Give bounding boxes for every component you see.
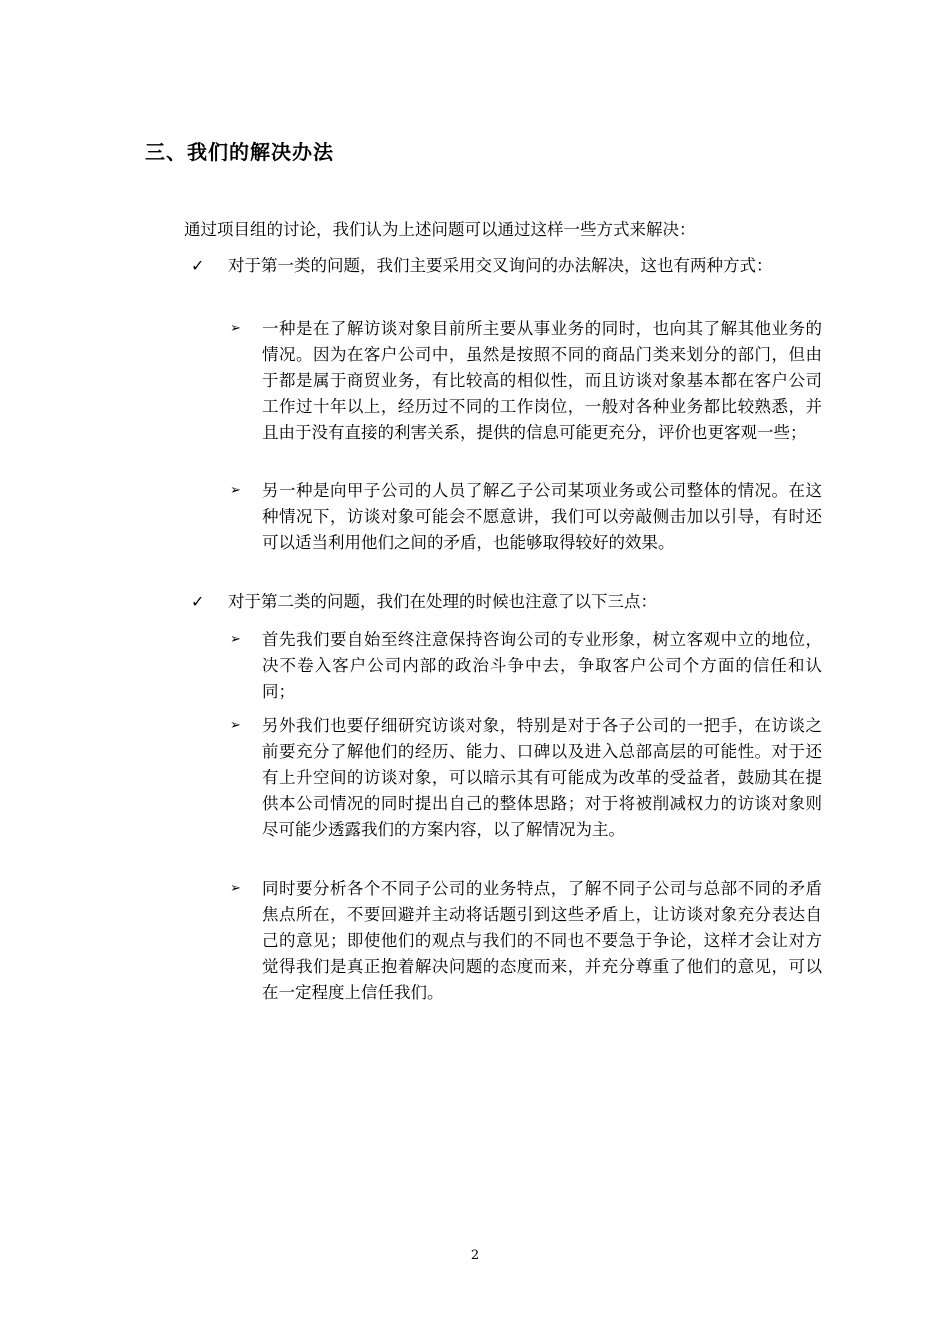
intro-paragraph: 通过项目组的讨论，我们认为上述问题可以通过这样一些方式来解决： bbox=[184, 220, 696, 239]
arrow-bullet-icon: ➢ bbox=[230, 321, 241, 336]
arrow-bullet-icon: ➢ bbox=[230, 718, 241, 733]
list-item-level1: 对于第一类的问题，我们主要采用交叉询问的办法解决，这也有两种方式： bbox=[228, 256, 773, 275]
page-number: 2 bbox=[470, 1248, 480, 1263]
arrow-bullet-icon: ➢ bbox=[230, 632, 241, 647]
list-item-level1: 对于第二类的问题，我们在处理的时候也注意了以下三点： bbox=[228, 592, 657, 611]
list-item-level2: 一种是在了解访谈对象目前所主要从事业务的同时，也向其了解其他业务的情况。因为在客户公司中，虽然是按照不同的商品门类来划分的部门，但由于都是属于商贸业务，有比较高的相似性，而且访谈对象基本都在客户公司工作过十年以上，经历过不同的工作岗位，一般对各种业务都比较熟悉，并且由于没有直接的利害关系，提供的信息可能更充分，评价也更客观一些； bbox=[262, 319, 822, 442]
check-mark-icon: ✓ bbox=[191, 256, 205, 275]
check-mark-icon: ✓ bbox=[191, 592, 205, 611]
list-item-level2: 另一种是向甲子公司的人员了解乙子公司某项业务或公司整体的情况。在这种情况下，访谈对象可能会不愿意讲，我们可以旁敲侧击加以引导，有时还可以适当利用他们之间的矛盾，也能够取得较好的效果。 bbox=[262, 481, 822, 552]
arrow-bullet-icon: ➢ bbox=[230, 483, 241, 498]
section-heading: 三、我们的解决办法 bbox=[145, 140, 334, 164]
arrow-bullet-icon: ➢ bbox=[230, 881, 241, 896]
list-item-level2: 另外我们也要仔细研究访谈对象，特别是对于各子公司的一把手，在访谈之前要充分了解他们的经历、能力、口碑以及进入总部高层的可能性。对于还有上升空间的访谈对象，可以暗示其有可能成为改革的受益者，鼓励其在提供本公司情况的同时提出自己的整体思路；对于将被削减权力的访谈对象则尽可能少透露我们的方案内容，以了解情况为主。 bbox=[262, 716, 822, 839]
list-item-level2: 同时要分析各个不同子公司的业务特点，了解不同子公司与总部不同的矛盾焦点所在，不要回避并主动将话题引到这些矛盾上，让访谈对象充分表达自己的意见；即使他们的观点与我们的不同也不要急于争论，这样才会让对方觉得我们是真正抱着解决问题的态度而来，并充分尊重了他们的意见，可以在一定程度上信任我们。 bbox=[262, 879, 822, 1002]
list-item-level2: 首先我们要自始至终注意保持咨询公司的专业形象，树立客观中立的地位，决不卷入客户公司内部的政治斗争中去，争取客户公司个方面的信任和认同； bbox=[262, 630, 822, 701]
